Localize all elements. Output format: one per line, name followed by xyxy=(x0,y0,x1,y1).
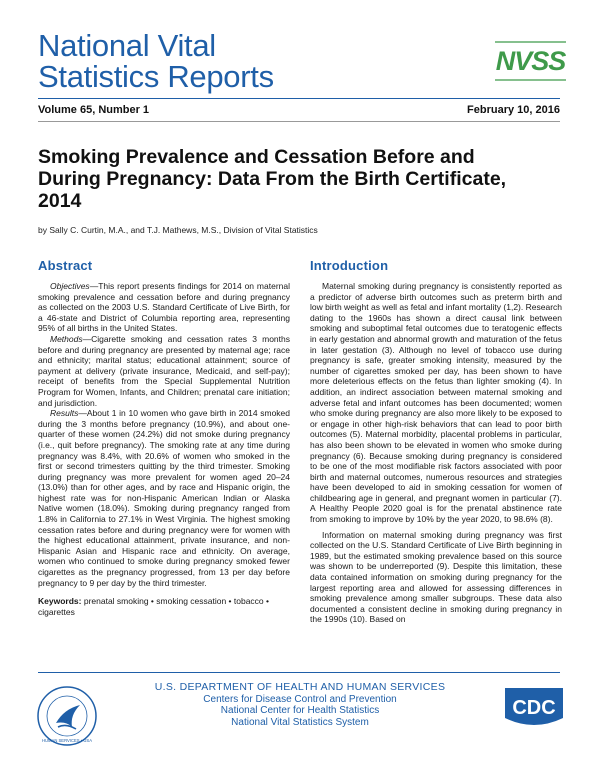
nvss-logo xyxy=(493,34,568,88)
masthead xyxy=(38,30,568,100)
abstract-methods xyxy=(38,334,290,408)
introduction-paragraph-1: Maternal smoking during pregnancy is consistently reported as a predictor of adverse birth outcomes such as preterm birth and low birth weight as well as fetal and infant mortality (1,2). Research dating to the 1960s has shown a direct causal link between smoking and suboptimal fetal outcomes due to teratogenic effects in early gestation and abnormal growth and maturation of the fetus in later gestation (3). Although no level of tobacco use during pregnancy is safe, greater smoking intensity, measured by the number of cigarettes smoked per day, has been shown to have more deleterious effects on the fetus than lighter smoking (4). In addition, an indirect association between maternal smoking and adverse fetal and infant outcomes has been documented; women who smoke during pregnancy are also more likely to be exposed to or engage in other high-risk behaviors that can lead to poor birth outcomes (5). Maternal morbidity, placental problems in particular, has also been shown to be elevated in women who smoke during pregnancy (6). Because smoking during pregnancy is considered to be one of the most modifiable risk factors associated with poor birth and maternal outcomes, numerous resources and strategies have been developed to aid in smoking cessation for women of childbearing age in general, and pregnant women in particular (7). A Healthy People 2020 goal is for the prenatal abstinence rate from smoking to improve by 10% by the year 2020, to 98.6% (8). xyxy=(310,281,562,525)
results-label: Results xyxy=(50,408,79,419)
agency-nchs: National Center for Health Statistics xyxy=(220,705,380,716)
department-name: U.S. DEPARTMENT OF HEALTH AND HUMAN SERVICES xyxy=(154,681,446,693)
introduction-paragraph-2: Information on maternal smoking during pregnancy was first collected on the U.S. Standard Certificate of Live Birth beginning in 1989, but the estimated smoking prevalence based on this source was shown to be underreported (9). Despite this limitation, these data contained information on smoking during pregnancy for the largest reporting area and allowed for assessing differences in smoking prevalence among smaller subgroups. These data also documented a consistent decline in smoking during pregnancy in the 1990s (10). Based on xyxy=(310,529,562,625)
introduction-column xyxy=(310,258,562,625)
issue-date: February 10, 2016 xyxy=(467,104,560,116)
agency-cdc: Centers for Disease Control and Prevention xyxy=(203,693,397,705)
objectives-label: Objectives xyxy=(50,281,90,291)
abstract-column xyxy=(38,258,290,617)
volume-number: Volume 65, Number 1 xyxy=(38,104,150,116)
report-title: Smoking Prevalence and Cessation Before and During Pregnancy: Data From the Birth Certificate, 2014 xyxy=(38,146,507,212)
methods-label: Methods xyxy=(50,333,83,344)
abstract-objectives xyxy=(38,281,290,334)
masthead-title-line2: Statistics Reports xyxy=(38,59,274,94)
masthead-rule xyxy=(38,98,560,99)
introduction-heading: Introduction xyxy=(310,258,389,273)
nvss-logo-text: NVSS xyxy=(495,46,566,76)
abstract-results xyxy=(38,408,290,588)
abstract-heading: Abstract xyxy=(38,258,93,273)
masthead-title-line1: National Vital xyxy=(38,28,216,63)
agency-nvss: National Vital Statistics System xyxy=(231,716,369,728)
keywords-text: prenatal smoking • smoking cessation • tobacco • cigarettes xyxy=(38,596,270,617)
footer-rule xyxy=(38,672,560,673)
objectives-text: —This report presents findings for 2014 on maternal smoking prevalence and cessation before and during pregnancy as collected on the 2003 U.S. Standard Certificate of Live Birth, for a 46-state and District of Columbia reporting area, representing 95% of all births in the United States. xyxy=(38,281,290,334)
results-text: —About 1 in 10 women who gave birth in 2014 smoked during the 3 months before pregnancy (10.9%), and about one-quarter of these women (24.2%) did not smoke during pregnancy (i.e., quit before pregnancy). The smoking rate at any time during pregnancy was 8.4%, with 20.6% of women who smoked in the first or second trimesters quitting by the third trimester. Smoking during pregnancy was more prevalent for women aged 20–24 (13.0%) than for other ages, and by race and Hispanic origin, the highest rate was for non-Hispanic American Indian or Alaska Native women (18.0%). Smoking during pregnancy ranged from 1.8% in California to 27.1% in West Virginia. The highest smoking cessation rates before and during pregnancy were for women with the highest educational attainment, private insurance, and non-Hispanic Asian and Hispanic race and ethnicity. On average, women who continued to smoke during pregnancy smoked fewer cigarettes as the pregnancy progressed, from 13 per day before pregnancy to 9 per day by the third trimester. xyxy=(38,408,290,588)
cdc-logo-text: CDC xyxy=(512,697,556,719)
methods-text: —Cigarette smoking and cessation rates 3 months before and during pregnancy are presented by maternal age; race and ethnicity; marital status; educational attainment; source of payment at delivery (private insurance, Medicaid, and self-pay); receipt of benefits from the Special Supplemental Nutrition Program for Women, Infants, and Children; prenatal care initiation; and jurisdiction. xyxy=(38,333,290,408)
report-byline: by Sally C. Curtin, M.A., and T.J. Mathews, M.S., Division of Vital Statistics xyxy=(38,225,318,235)
cdc-logo xyxy=(505,688,563,730)
seal-text: HUMAN SERVICES • USA xyxy=(41,738,93,743)
issue-row xyxy=(38,104,560,116)
footer xyxy=(0,676,600,776)
issue-rule xyxy=(38,121,560,122)
keywords-label: Keywords: xyxy=(38,596,82,607)
keywords xyxy=(38,596,290,617)
